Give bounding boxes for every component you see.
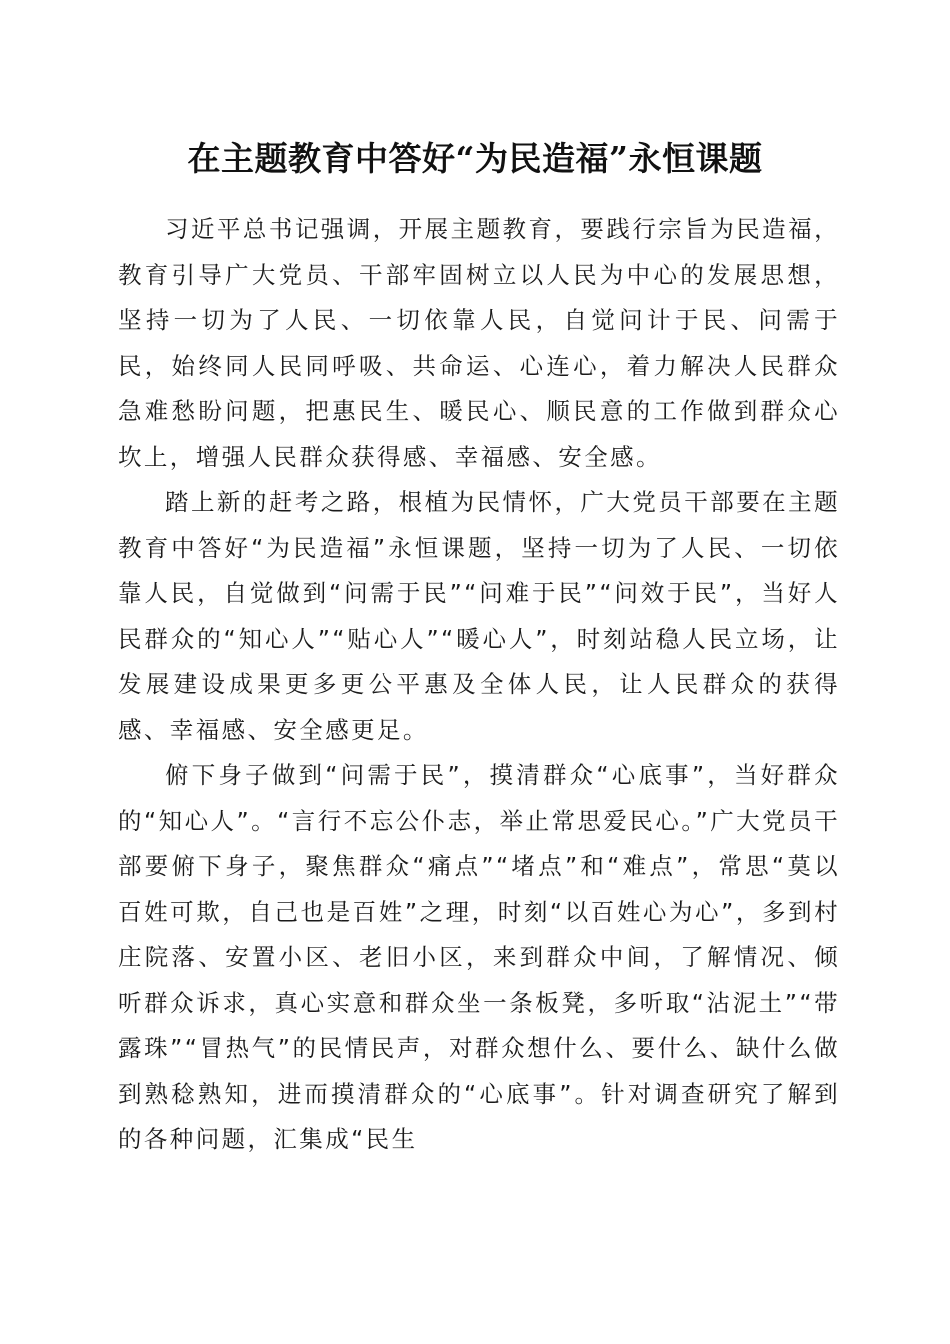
paragraph-1: 习近平总书记强调，开展主题教育，要践行宗旨为民造福，教育引导广大党员、干部牢固树立以人民为中心的发展思想，坚持一切为了人民、一切依靠人民，自觉问计于民、问需于民，始终同人民同呼吸、共命运、心连心，着力解决人民群众急难愁盼问题，把惠民生、暖民心、顺民意的工作做到群众心坎上，增强人民群众获得感、幸福感、安全感。: [118, 215, 840, 471]
document-title: 在主题教育中答好“为民造福”永恒课题: [187, 139, 763, 178]
document-body: [118, 207, 840, 1163]
paragraph-2: 踏上新的赶考之路，根植为民情怀，广大党员干部要在主题教育中答好“为民造福”永恒课题，坚持一切为了人民、一切依靠人民，自觉做到“问需于民”“问难于民”“问效于民”，当好人民群众的“知心人”“贴心人”“暖心人”，时刻站稳人民立场，让发展建设成果更多更公平惠及全体人民，让人民群众的获得感、幸福感、安全感更足。: [118, 488, 840, 744]
paragraph-3: 俯下身子做到“问需于民”，摸清群众“心底事”，当好群众的“知心人”。“言行不忘公仆志，举止常思爱民心。”广大党员干部要俯下身子，聚焦群众“痛点”“堵点”和“难点”，常思“莫以百姓可欺，自己也是百姓”之理，时刻“以百姓心为心”，多到村庄院落、安置小区、老旧小区，来到群众中间，了解情况、倾听群众诉求，真心实意和群众坐一条板凳，多听取“沾泥土”“带露珠”“冒热气”的民情民声，对群众想什么、要什么、缺什么做到熟稔熟知，进而摸清群众的“心底事”。针对调查研究了解到的各种问题，汇集成“民生: [118, 761, 840, 1153]
